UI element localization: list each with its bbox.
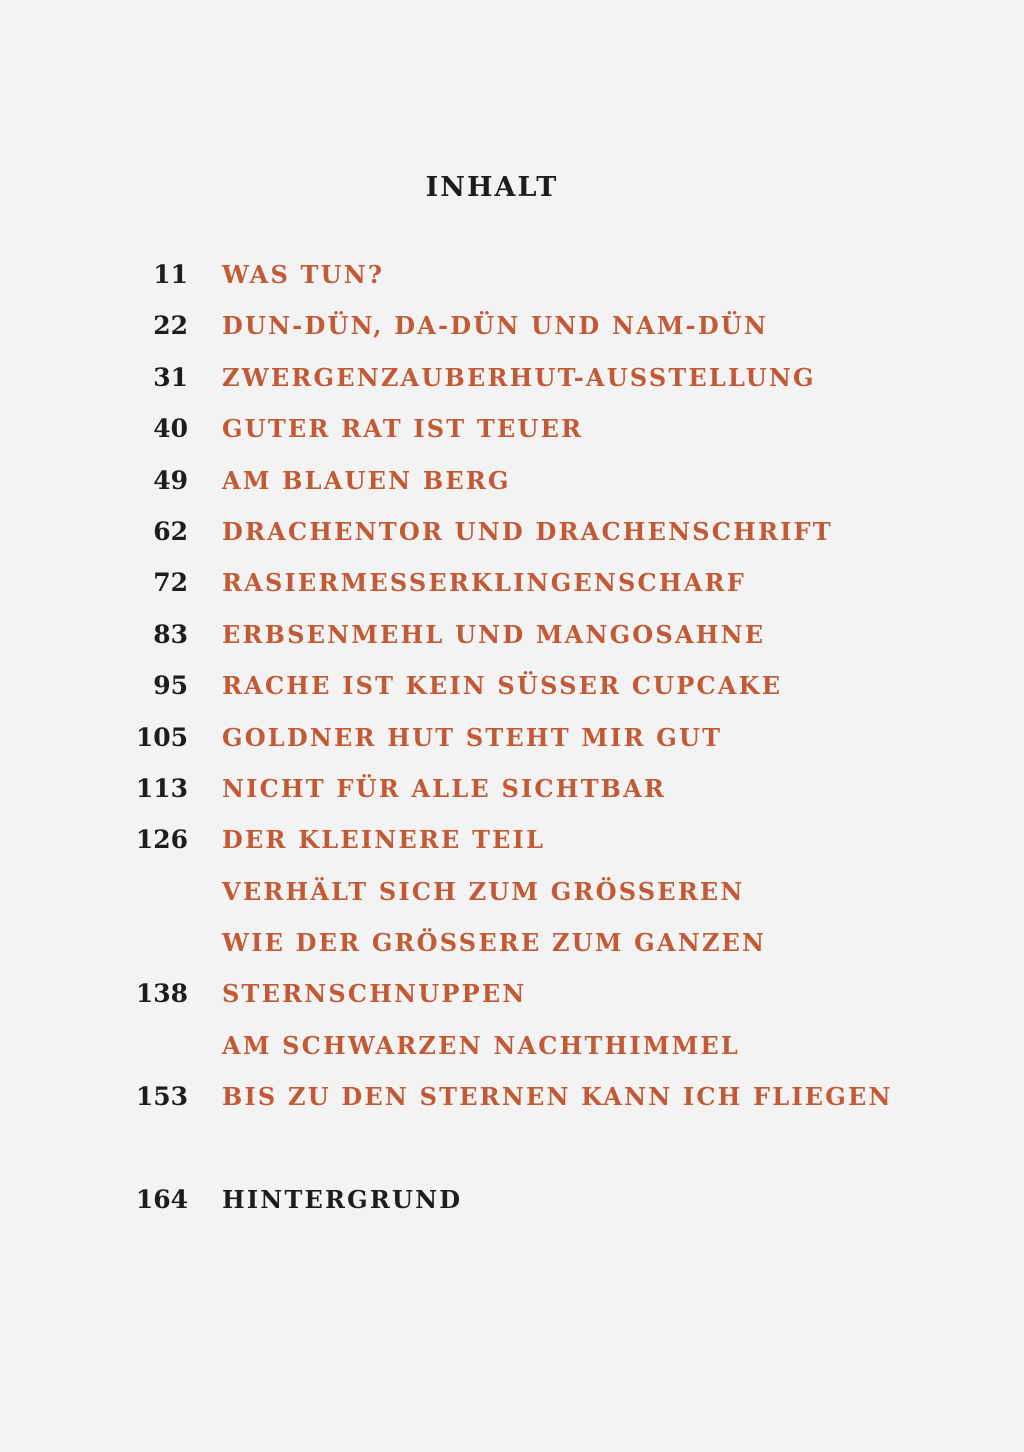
toc-chapter-title: RACHE IST KEIN SÜSSER CUPCAKE [222, 671, 783, 701]
toc-chapter-title: DUN-DÜN, DA-DÜN UND NAM-DÜN [222, 311, 769, 341]
toc-entry-continuation [0, 1020, 1024, 1071]
toc-entry-continuation [0, 917, 1024, 968]
toc-page-number: 40 [153, 414, 188, 444]
toc-page-number: 95 [153, 671, 188, 701]
toc-entry-continuation [0, 866, 1024, 917]
toc-page-number: 83 [153, 619, 188, 649]
toc-chapter-title: ERBSENMEHL UND MANGOSAHNE [222, 619, 766, 649]
table-of-contents [0, 249, 1024, 1225]
toc-chapter-title: NICHT FÜR ALLE SICHTBAR [222, 773, 667, 803]
toc-chapter-title: DER KLEINERE TEIL [222, 825, 546, 855]
toc-entry [0, 763, 1024, 814]
toc-chapter-title: DRACHENTOR UND DRACHENSCHRIFT [222, 516, 833, 546]
toc-chapter-title: BIS ZU DEN STERNEN KANN ICH FLIEGEN [222, 1082, 893, 1112]
toc-entry [0, 814, 1024, 865]
toc-entry [0, 300, 1024, 351]
toc-page-number: 153 [135, 1082, 188, 1112]
toc-page-number: 72 [153, 568, 188, 598]
page-title: INHALT [425, 172, 559, 203]
toc-page-number: 11 [153, 260, 188, 289]
toc-chapter-title: VERHÄLT SICH ZUM GRÖSSEREN [222, 876, 745, 906]
toc-entry [0, 712, 1024, 763]
toc-page-number: 126 [135, 825, 188, 855]
toc-page-number: 62 [153, 516, 188, 546]
toc-entry [0, 1071, 1024, 1122]
toc-appendix-title: HINTERGRUND [222, 1185, 463, 1215]
toc-page-number: 22 [153, 311, 188, 341]
toc-entry [0, 609, 1024, 660]
toc-chapter-title: GUTER RAT IST TEUER [222, 414, 584, 444]
toc-chapter-title: STERNSCHNUPPEN [222, 979, 527, 1009]
toc-chapter-title: GOLDNER HUT STEHT MIR GUT [222, 722, 723, 752]
toc-chapter-title: AM SCHWARZEN NACHTHIMMEL [222, 1030, 740, 1060]
toc-page-number: 105 [135, 722, 188, 752]
toc-chapter-title: RASIERMESSERKLINGENSCHARF [222, 568, 746, 598]
toc-spacer [0, 1123, 1024, 1174]
toc-entry [0, 403, 1024, 454]
toc-page-number: 138 [135, 979, 188, 1009]
toc-entry [0, 557, 1024, 608]
toc-entry [0, 506, 1024, 557]
toc-entry-appendix [0, 1174, 1024, 1225]
toc-chapter-title: WAS TUN? [222, 260, 385, 289]
toc-entry [0, 660, 1024, 711]
toc-chapter-title: AM BLAUEN BERG [222, 465, 511, 495]
toc-chapter-title: WIE DER GRÖSSERE ZUM GANZEN [222, 928, 767, 958]
toc-page-number: 113 [135, 773, 188, 803]
toc-page-number: 164 [135, 1185, 188, 1215]
toc-page-number: 31 [153, 362, 188, 392]
toc-page-number: 49 [153, 465, 188, 495]
toc-entry [0, 968, 1024, 1019]
toc-chapter-title: ZWERGENZAUBERHUT-AUSSTELLUNG [222, 362, 816, 392]
toc-entry [0, 455, 1024, 506]
toc-entry [0, 352, 1024, 403]
toc-entry [0, 249, 1024, 300]
